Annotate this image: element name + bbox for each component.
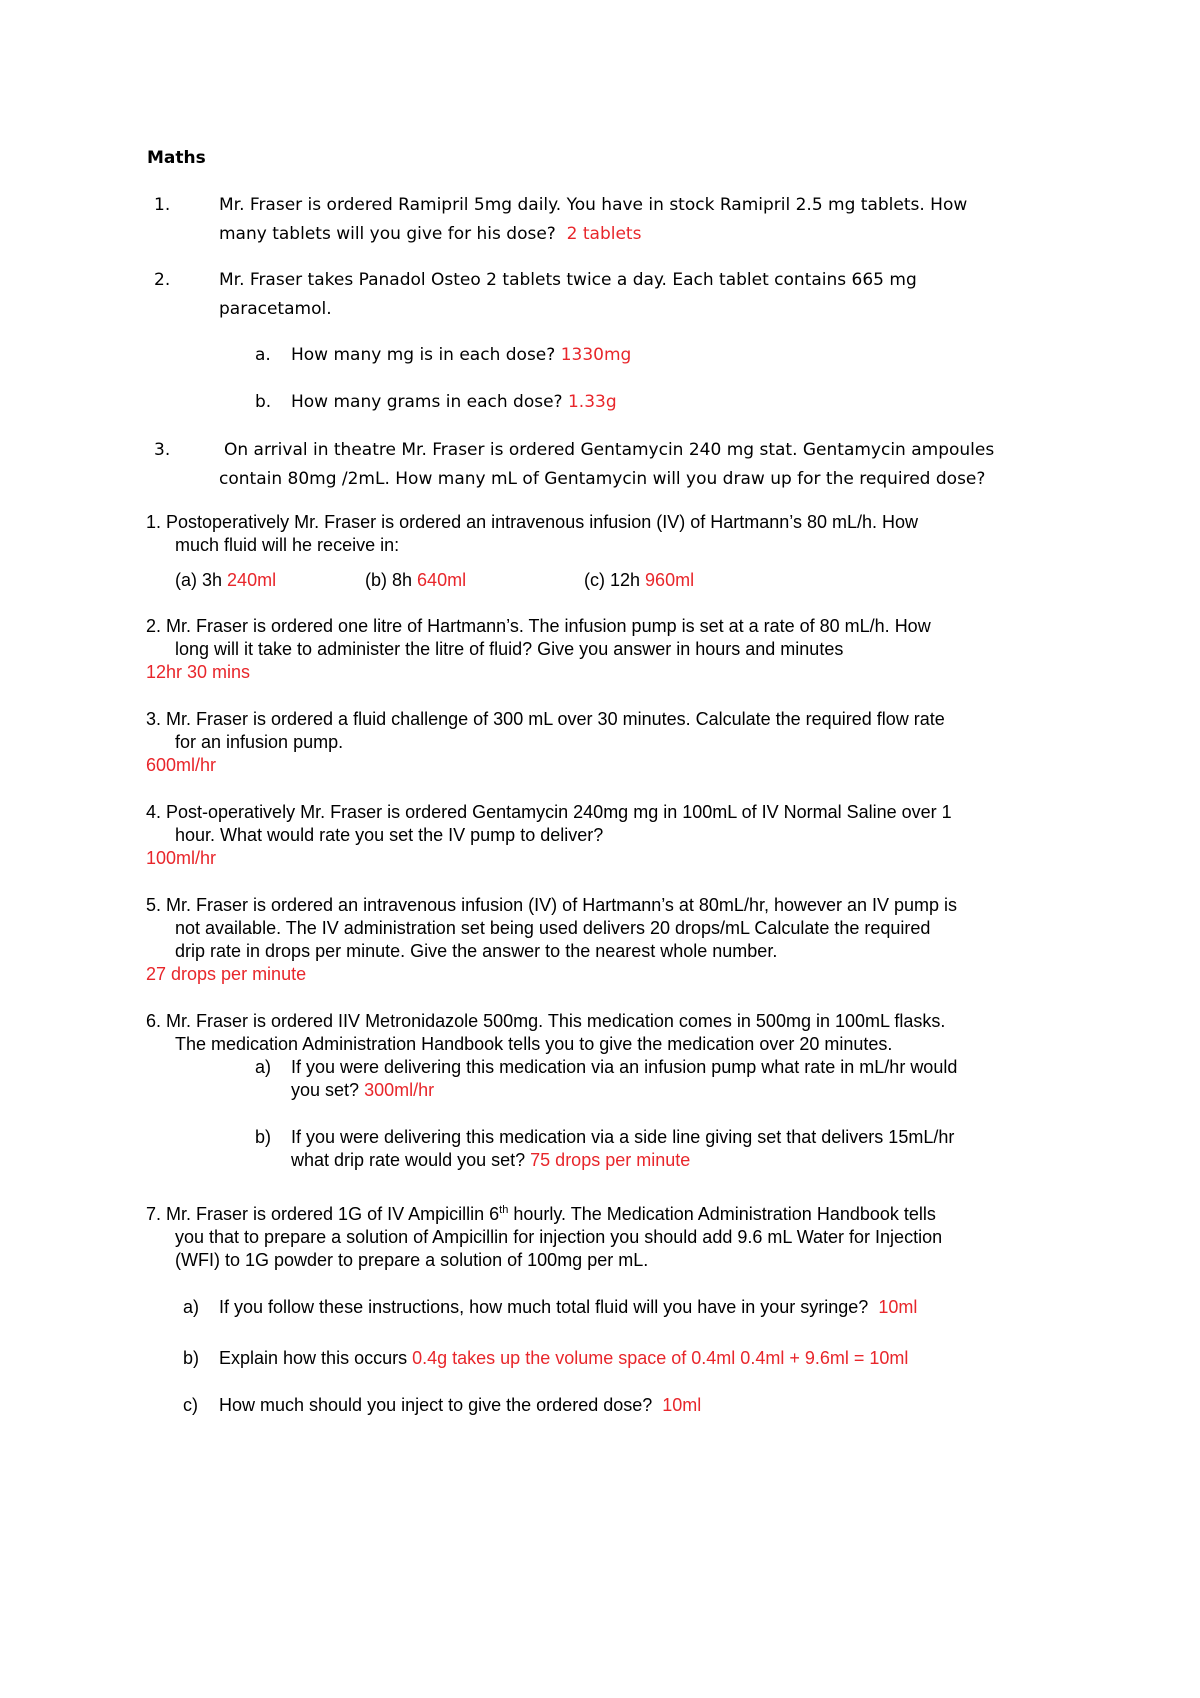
question-line: The medication Administration Handbook tells you to give the medication over 20 minutes. [175,1034,893,1054]
sub-question: How many grams in each dose? [291,392,563,412]
sub-question: If you were delivering this medication via an infusion pump what rate in mL/hr would [291,1057,958,1077]
answer: 10ml [878,1297,918,1317]
question-line: 2. Mr. Fraser is ordered one litre of Hartmann’s. The infusion pump is set at a rate of 80 mL/h. How [146,616,931,636]
question-line: 7. Mr. Fraser is ordered 1G of IV Ampicillin 6 [146,1204,500,1224]
question-line: for an infusion pump. [175,732,344,752]
question-line: (WFI) to 1G powder to prepare a solution of 100mg per mL. [175,1250,649,1270]
answer: 27 drops per minute [146,964,307,984]
question-line: 6. Mr. Fraser is ordered IIV Metronidazole 500mg. This medication comes in 500mg in 100mL flasks. [146,1011,946,1031]
sub-label: b) [255,1127,272,1147]
sub-question: If you follow these instructions, how much total fluid will you have in your syringe? [219,1297,869,1317]
question-line: paracetamol. [219,299,332,319]
option-label: (a) 3h [175,570,223,590]
sub-question: How many mg is in each dose? [291,345,556,365]
question-line: Mr. Fraser is ordered Ramipril 5mg daily. You have in stock Ramipril 2.5 mg tablets. How [219,195,968,215]
question-line: Mr. Fraser takes Panadol Osteo 2 tablets twice a day. Each tablet contains 665 mg [219,270,917,290]
question-line: drip rate in drops per minute. Give the answer to the nearest whole number. [175,941,778,961]
answer: 12hr 30 mins [146,662,251,682]
question-number: 2. [154,270,171,290]
question-line: you that to prepare a solution of Ampicillin for injection you should add 9.6 mL Water for Injection [175,1227,943,1247]
answer: 300ml/hr [364,1080,435,1100]
question-line: 5. Mr. Fraser is ordered an intravenous infusion (IV) of Hartmann’s at 80mL/hr, however an IV pump is [146,895,958,915]
question-line: not available. The IV administration set being used delivers 20 drops/mL Calculate the required [175,918,931,938]
option-label: (c) 12h [584,570,641,590]
answer: 1330mg [560,345,632,365]
option-label: (b) 8h [365,570,413,590]
question-line: hourly. The Medication Administration Handbook tells [508,1204,936,1224]
question-line: hour. What would rate you set the IV pump to deliver? [175,825,604,845]
answer: 960ml [645,570,695,590]
sub-question: Explain how this occurs [219,1348,408,1368]
sub-label: b) [183,1348,200,1368]
answer: 240ml [227,570,277,590]
answer: 600ml/hr [146,755,217,775]
sub-question: If you were delivering this medication via a side line giving set that delivers 15mL/hr [291,1127,955,1147]
page-title: Maths [147,148,206,168]
answer: 100ml/hr [146,848,217,868]
question-line: much fluid will he receive in: [175,535,400,555]
answer: 1.33g [567,392,617,412]
question-line: 3. Mr. Fraser is ordered a fluid challenge of 300 mL over 30 minutes. Calculate the required flow rate [146,709,945,729]
answer: 10ml [662,1395,702,1415]
question-line: long will it take to administer the litre of fluid? Give you answer in hours and minutes [175,639,844,659]
superscript: th [499,1204,509,1216]
answer: 75 drops per minute [530,1150,691,1170]
answer: 2 tablets [566,224,642,244]
sub-label: a. [255,345,271,365]
sub-question: what drip rate would you set? [291,1150,526,1170]
question-line: many tablets will you give for his dose? [219,224,556,244]
sub-question: you set? [291,1080,360,1100]
sub-label: a) [183,1297,200,1317]
question-line: contain 80mg /2mL. How many mL of Gentamycin will you draw up for the required dose? [219,469,986,489]
answer: 0.4g takes up the volume space of 0.4ml 0.4ml + 9.6ml = 10ml [412,1348,909,1368]
question-line: 4. Post-operatively Mr. Fraser is ordered Gentamycin 240mg mg in 100mL of IV Normal Saline over 1 [146,802,952,822]
question-number: 1. [154,195,171,215]
question-line: 1. Postoperatively Mr. Fraser is ordered an intravenous infusion (IV) of Hartmann’s 80 mL/h. How [146,512,919,532]
sub-label: c) [183,1395,198,1415]
question-line: On arrival in theatre Mr. Fraser is ordered Gentamycin 240 mg stat. Gentamycin ampoules [224,440,995,460]
sub-question: How much should you inject to give the ordered dose? [219,1395,653,1415]
sub-label: b. [255,392,272,412]
answer: 640ml [417,570,467,590]
question-number: 3. [154,440,171,460]
sub-label: a) [255,1057,272,1077]
